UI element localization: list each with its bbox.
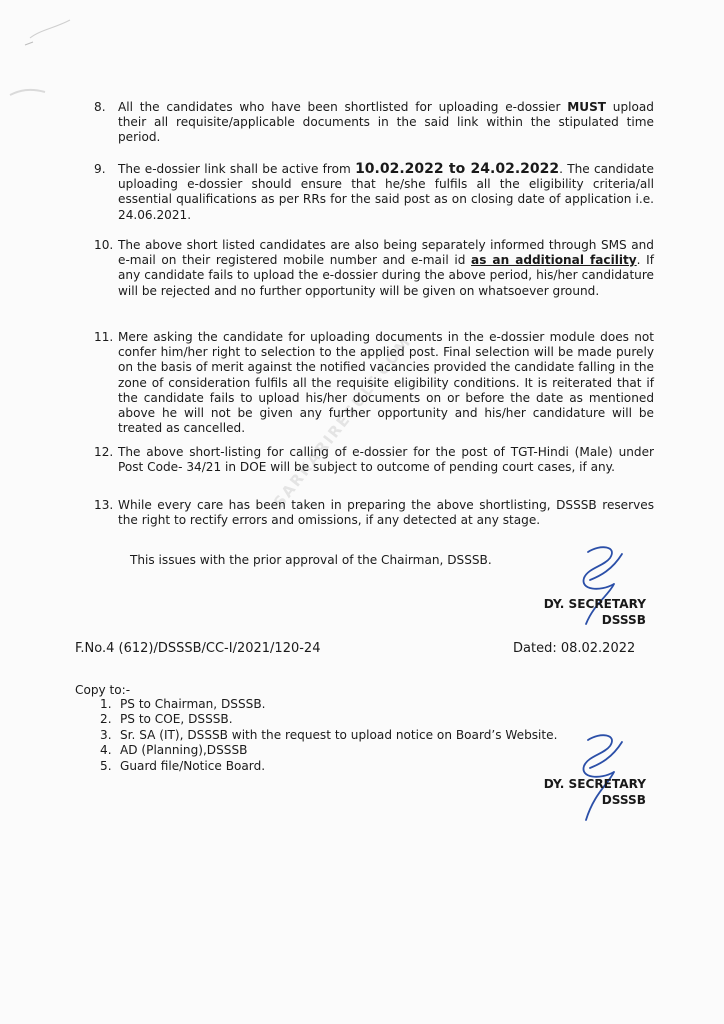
point-9: 9. The e-dossier link shall be active from 10.02.2022 to 24.02.2022. The candidate uploading e-dossier should ensure that he/she fulfils all the eligibility criteria/all essential qualifications as per RRs for the said post as on closing date of application i.e. 24.06.2021. [94,161,654,222]
signatory-title: DY. SECRETARY [543,777,646,791]
point-13: 13. While every care has been taken in preparing the above shortlisting, DSSSB reserves the right to rectify errors and omissions, if any detected at any stage. [94,498,654,528]
signature-block-2 [516,776,646,808]
list-item: 3. Sr. SA (IT), DSSSB with the request to upload notice on Board’s Website. [100,727,558,742]
date-from: 10.02.2022 [355,161,444,177]
date-to: 24.02.2022 [470,161,560,177]
point-12: 12. The above short-listing for calling of e-dossier for the post of TGT-Hindi (Male) under Post Code- 34/21 in DOE will be subject to outcome of pending court cases, if any. [94,445,654,475]
additional-facility-emphasis: as an additional facility [471,253,637,268]
file-number: F.No.4 (612)/DSSSB/CC-I/2021/120-24 [75,641,321,656]
signatory-org: DSSSB [601,793,646,807]
copy-to-list [100,697,557,774]
point-8: 8. All the candidates who have been shortlisted for uploading e-dossier MUST upload their all requisite/applicable documents in the said link within the stipulated time period. [94,100,654,145]
list-item: 2. PS to COE, DSSSB. [100,712,233,727]
approval-line: This issues with the prior approval of the Chairman, DSSSB. [130,553,492,567]
watermark: SARKARIRESULT.COM [270,332,416,512]
point-11: 11. Mere asking the candidate for uploading documents in the e-dossier module does not confer him/her right to selection to the applied post. Final selection will be made purely on the basis of merit against the notified vacancies provided the candidate falling in the zone of consideration fulfils all the requisite eligibility conditions. It is reiterated that if the candidate fails to upload his/her documents on or before the date as mentioned above he will not be given any further opportunity and his/her candidature will be treated as cancelled. [94,330,654,436]
copy-to-heading: Copy to:- [75,683,131,697]
point-10: 10. The above short listed candidates are also being separately informed through SMS and e-mail on their registered mobile number and e-mail id as an additional facility. If any candidate fails to upload the e-dossier during the above period, his/her candidature will be rejected and no further opportunity will be given on whatsoever ground. [94,238,654,298]
signatory-org: DSSSB [601,613,646,627]
must-emphasis: MUST [567,100,607,114]
signatory-title: DY. SECRETARY [543,597,646,611]
list-item: 4. AD (Planning),DSSSB [100,743,248,758]
list-item: 1. PS to Chairman, DSSSB. [100,697,266,711]
list-item: 5. Guard file/Notice Board. [100,758,266,773]
signature-block-1 [516,596,646,628]
date-line: Dated: 08.02.2022 [513,641,636,656]
